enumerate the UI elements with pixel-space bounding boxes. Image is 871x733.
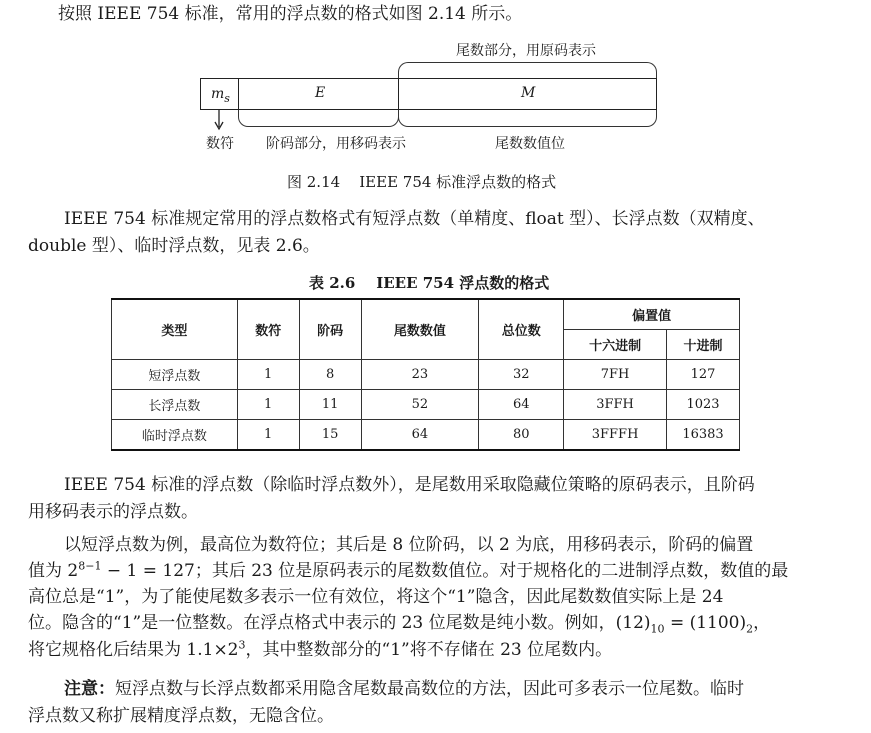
paragraph-3-line-3: 高位总是“1”，为了能使尾数多表示一位有效位，将这个“1”隐含，因此尾数数值实际上是 24: [28, 587, 724, 607]
cell-bias-hex: 3FFFH: [564, 420, 667, 451]
paragraph-3-line-5: 将它规格化后结果为 $1.1\times 2^3$，其中整数部分的“1”将不存储在 23 位尾数内。: [28, 638, 613, 660]
cell-sign: 1: [237, 360, 299, 390]
paragraph-3-line-2: 值为 $2^{8-1} - 1 = 127$；其后 23 位是原码表示的尾数数值位。对于规格化的二进制浮点数，数值的最: [28, 559, 789, 581]
table-row: [112, 420, 740, 451]
cell-bias-dec: 16383: [667, 420, 740, 451]
paragraph-2-line-2: 用移码表示的浮点数。: [28, 502, 198, 522]
note-line-2: 浮点数又称扩展精度浮点数，无隐含位。: [28, 706, 334, 726]
exponent-field-label: E: [315, 85, 326, 101]
paragraph-2-line-1: IEEE 754 标准的浮点数（除临时浮点数外），是尾数用采取隐藏位策略的原码表示，且阶码: [64, 475, 755, 495]
sign-field-box: [200, 78, 239, 110]
cell-total-bits: 32: [479, 360, 564, 390]
table-caption: 表 2.6 IEEE 754 浮点数的格式: [309, 274, 550, 292]
sign-field-label: $m_s$: [211, 86, 230, 105]
float-format-table: [111, 298, 740, 451]
cell-mantissa: 23: [361, 360, 479, 390]
table-row: [112, 360, 740, 390]
mantissa-field-box: [398, 78, 657, 110]
header-mantissa: 尾数数值: [361, 299, 479, 360]
cell-total-bits: 80: [479, 420, 564, 451]
mantissa-value-label: 尾数数值位: [495, 136, 565, 152]
mantissa-part-label: 尾数部分，用原码表示: [456, 43, 596, 59]
mantissa-field-label: M: [521, 85, 536, 101]
paragraph-3-line-4: 位。隐含的“1”是一位整数。在浮点格式中表示的 23 位尾数是纯小数。例如，$(12)_{10} = (1100)_2$，: [28, 613, 771, 636]
header-bias: 偏置值: [564, 299, 740, 330]
cell-type: 短浮点数: [112, 360, 238, 390]
cell-exponent: 8: [299, 360, 361, 390]
cell-mantissa: 64: [361, 420, 479, 451]
exponent-label: 阶码部分，用移码表示: [266, 136, 406, 152]
header-sign: 数符: [237, 299, 299, 360]
cell-sign: 1: [237, 390, 299, 420]
cell-bias-dec: 127: [667, 360, 740, 390]
header-hex: 十六进制: [564, 330, 667, 360]
mantissa-value-bracket: [398, 110, 657, 127]
figure-caption: 图 2.14 IEEE 754 标准浮点数的格式: [287, 173, 557, 191]
header-total-bits: 总位数: [479, 299, 564, 360]
cell-type: 长浮点数: [112, 390, 238, 420]
header-dec: 十进制: [667, 330, 740, 360]
cell-type: 临时浮点数: [112, 420, 238, 451]
note-line-1: 注意：短浮点数与长浮点数都采用隐含尾数最高数位的方法，因此可多表示一位尾数。临时: [64, 679, 744, 699]
table-row: [112, 390, 740, 420]
cell-bias-hex: 7FH: [564, 360, 667, 390]
sign-arrow-icon: [212, 109, 226, 131]
cell-mantissa: 52: [361, 390, 479, 420]
intro-text: 按照 IEEE 754 标准，常用的浮点数的格式如图 2.14 所示。: [58, 4, 523, 24]
paragraph-3-line-1: 以短浮点数为例，最高位为数符位；其后是 8 位阶码，以 2 为底，用移码表示，阶码的偏置: [64, 535, 754, 555]
cell-total-bits: 64: [479, 390, 564, 420]
paragraph-1-line-2: double 型）、临时浮点数，见表 2.6。: [28, 236, 320, 256]
cell-exponent: 15: [299, 420, 361, 451]
paragraph-1-line-1: IEEE 754 标准规定常用的浮点数格式有短浮点数（单精度、float 型）、长浮点数（双精度、: [64, 209, 765, 229]
sign-label: 数符: [206, 136, 234, 152]
exponent-field-box: [238, 78, 399, 110]
cell-exponent: 11: [299, 390, 361, 420]
header-type: 类型: [112, 299, 238, 360]
cell-bias-hex: 3FFH: [564, 390, 667, 420]
header-exponent: 阶码: [299, 299, 361, 360]
exponent-part-bracket: [238, 110, 399, 127]
cell-bias-dec: 1023: [667, 390, 740, 420]
cell-sign: 1: [237, 420, 299, 451]
note-label: 注意：: [64, 679, 115, 699]
